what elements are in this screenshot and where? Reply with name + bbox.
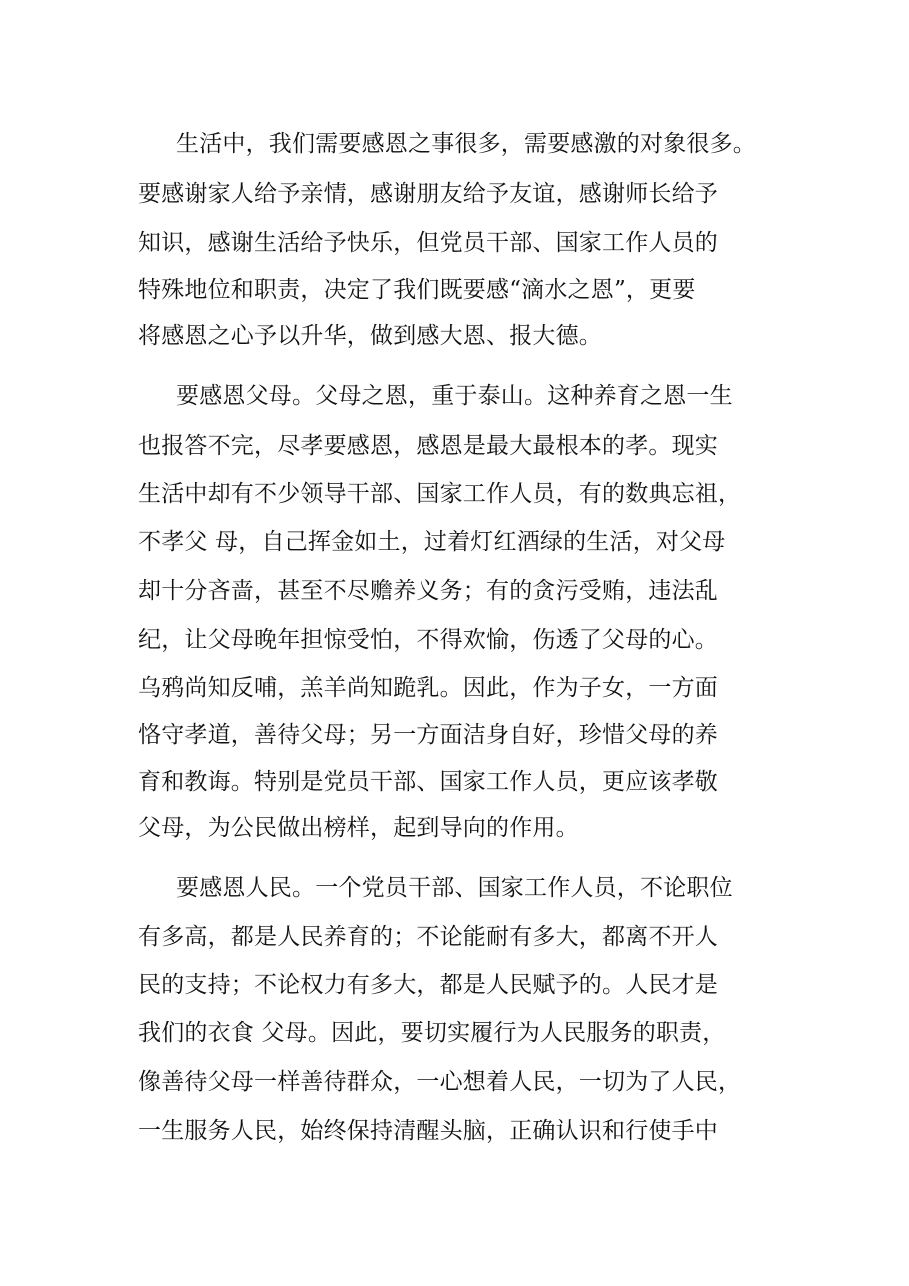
text-line: 我们的衣食 父母。因此，要切实履行为人民服务的职责， xyxy=(138,1020,726,1046)
text-line: 民的支持；不论权力有多大，都是人民赋予的。人民才是 xyxy=(138,972,718,998)
text-line: 有多高，都是人民养育的；不论能耐有多大，都离不开人 xyxy=(138,924,718,950)
text-line: 生活中，我们需要感恩之事很多，需要感激的对象很多。 xyxy=(176,131,756,157)
text-line: 却十分吝啬，甚至不尽赡养义务；有的贪污受贿，违法乱 xyxy=(138,578,718,604)
text-line: 特殊地位和职责，决定了我们既要感“滴水之恩”，更要 xyxy=(138,277,696,303)
text-line: 纪，让父母晚年担惊受怕，不得欢愉，伤透了父母的心。 xyxy=(138,627,718,653)
text-line: 将感恩之心予以升华，做到感大恩、报大德。 xyxy=(138,323,602,349)
text-line: 要感谢家人给予亲情，感谢朋友给予友谊，感谢师长给予 xyxy=(138,181,718,207)
text-line: 一生服务人民，始终保持清醒头脑，正确认识和行使手中 xyxy=(138,1118,718,1144)
text-line: 育和教诲。特别是党员干部、国家工作人员，更应该孝敬 xyxy=(138,769,718,795)
text-line: 像善待父母一样善待群众，一心想着人民，一切为了人民， xyxy=(138,1069,742,1095)
text-line: 父母，为公民做出榜样，起到导向的作用。 xyxy=(138,815,579,841)
text-line: 也报答不完，尽孝要感恩，感恩是最大最根本的孝。现实 xyxy=(138,433,718,459)
text-line: 生活中却有不少领导干部、国家工作人员，有的数典忘祖， xyxy=(138,481,742,507)
text-line: 不孝父 母，自己挥金如土，过着灯红酒绿的生活，对父母 xyxy=(138,529,726,555)
text-line: 乌鸦尚知反哺，羔羊尚知跪乳。因此，作为子女，一方面 xyxy=(138,675,718,701)
text-line: 要感恩人民。一个党员干部、国家工作人员，不论职位 xyxy=(176,875,733,901)
text-line: 知识，感谢生活给予快乐，但党员干部、国家工作人员的 xyxy=(138,230,718,256)
text-line: 恪守孝道，善待父母；另一方面洁身自好，珍惜父母的养 xyxy=(138,722,718,748)
text-line: 要感恩父母。父母之恩，重于泰山。这种养育之恩一生 xyxy=(176,383,733,409)
